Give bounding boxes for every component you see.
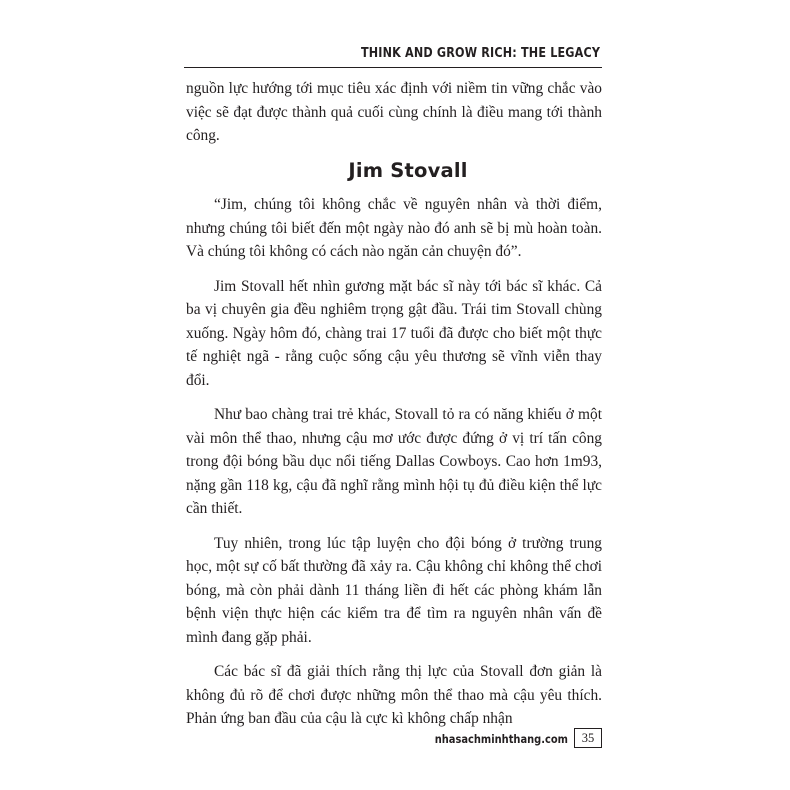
body-paragraph: Jim Stovall hết nhìn gương mặt bác sĩ này tới bác sĩ khác. Cả ba vị chuyên gia đều nghiêm trọng gật đầu. Trái tim Stovall chùng xuống. Ngày hôm đó, chàng trai 17 tuổi đã được cho biết một thực tế nghiệt ngã - rằng cuộc sống cậu yêu thương sẽ vĩnh viễn thay đổi. [186, 277, 602, 389]
body-paragraph: Tuy nhiên, trong lúc tập luyện cho đội bóng ở trường trung học, một sự cố bất thường đã xảy ra. Cậu không chỉ không thể chơi bóng, mà còn phải dành 11 tháng liền đi hết các phòng khám lẫn bệnh viện thực hiện các kiểm tra để tìm ra nguyên nhân vấn đề mình đang gặp phải. [186, 534, 602, 646]
opening-paragraph: nguồn lực hướng tới mục tiêu xác định với niềm tin vững chắc vào việc sẽ đạt được thành quả cuối cùng chính là điều mang tới thành công. [186, 80, 602, 144]
header-rule [184, 67, 602, 68]
page-number: 35 [581, 730, 595, 745]
footer-website: nhasachminhthang.com [434, 732, 568, 746]
body-paragraph: Như bao chàng trai trẻ khác, Stovall tỏ ra có năng khiếu ở một vài môn thể thao, nhưng cậu mơ ước được đứng ở vị trí tấn công trong đội bóng bầu dục nổi tiếng Dallas Cowboys. Cao hơn 1m93, nặng gần 118 kg, cậu đã nghĩ rằng mình hội tụ đủ điều kiện thể lực cần thiết. [186, 406, 602, 517]
section-heading: Jim Stovall [348, 158, 468, 182]
page-number-box [574, 728, 602, 748]
running-header-title: THINK AND GROW RICH: THE LEGACY [360, 46, 600, 61]
body-paragraph: Các bác sĩ đã giải thích rằng thị lực của Stovall đơn giản là không đủ rõ để chơi được những môn thể thao mà cậu yêu thích. Phản ứng ban đầu của cậu là cực kì không chấp nhận [186, 663, 602, 727]
body-paragraph: “Jim, chúng tôi không chắc về nguyên nhân và thời điểm, nhưng chúng tôi biết đến một ngày nào đó anh sẽ bị mù hoàn toàn. Và chúng tôi không có cách nào ngăn cản chuyện đó”. [186, 196, 602, 260]
page-body [186, 77, 602, 742]
